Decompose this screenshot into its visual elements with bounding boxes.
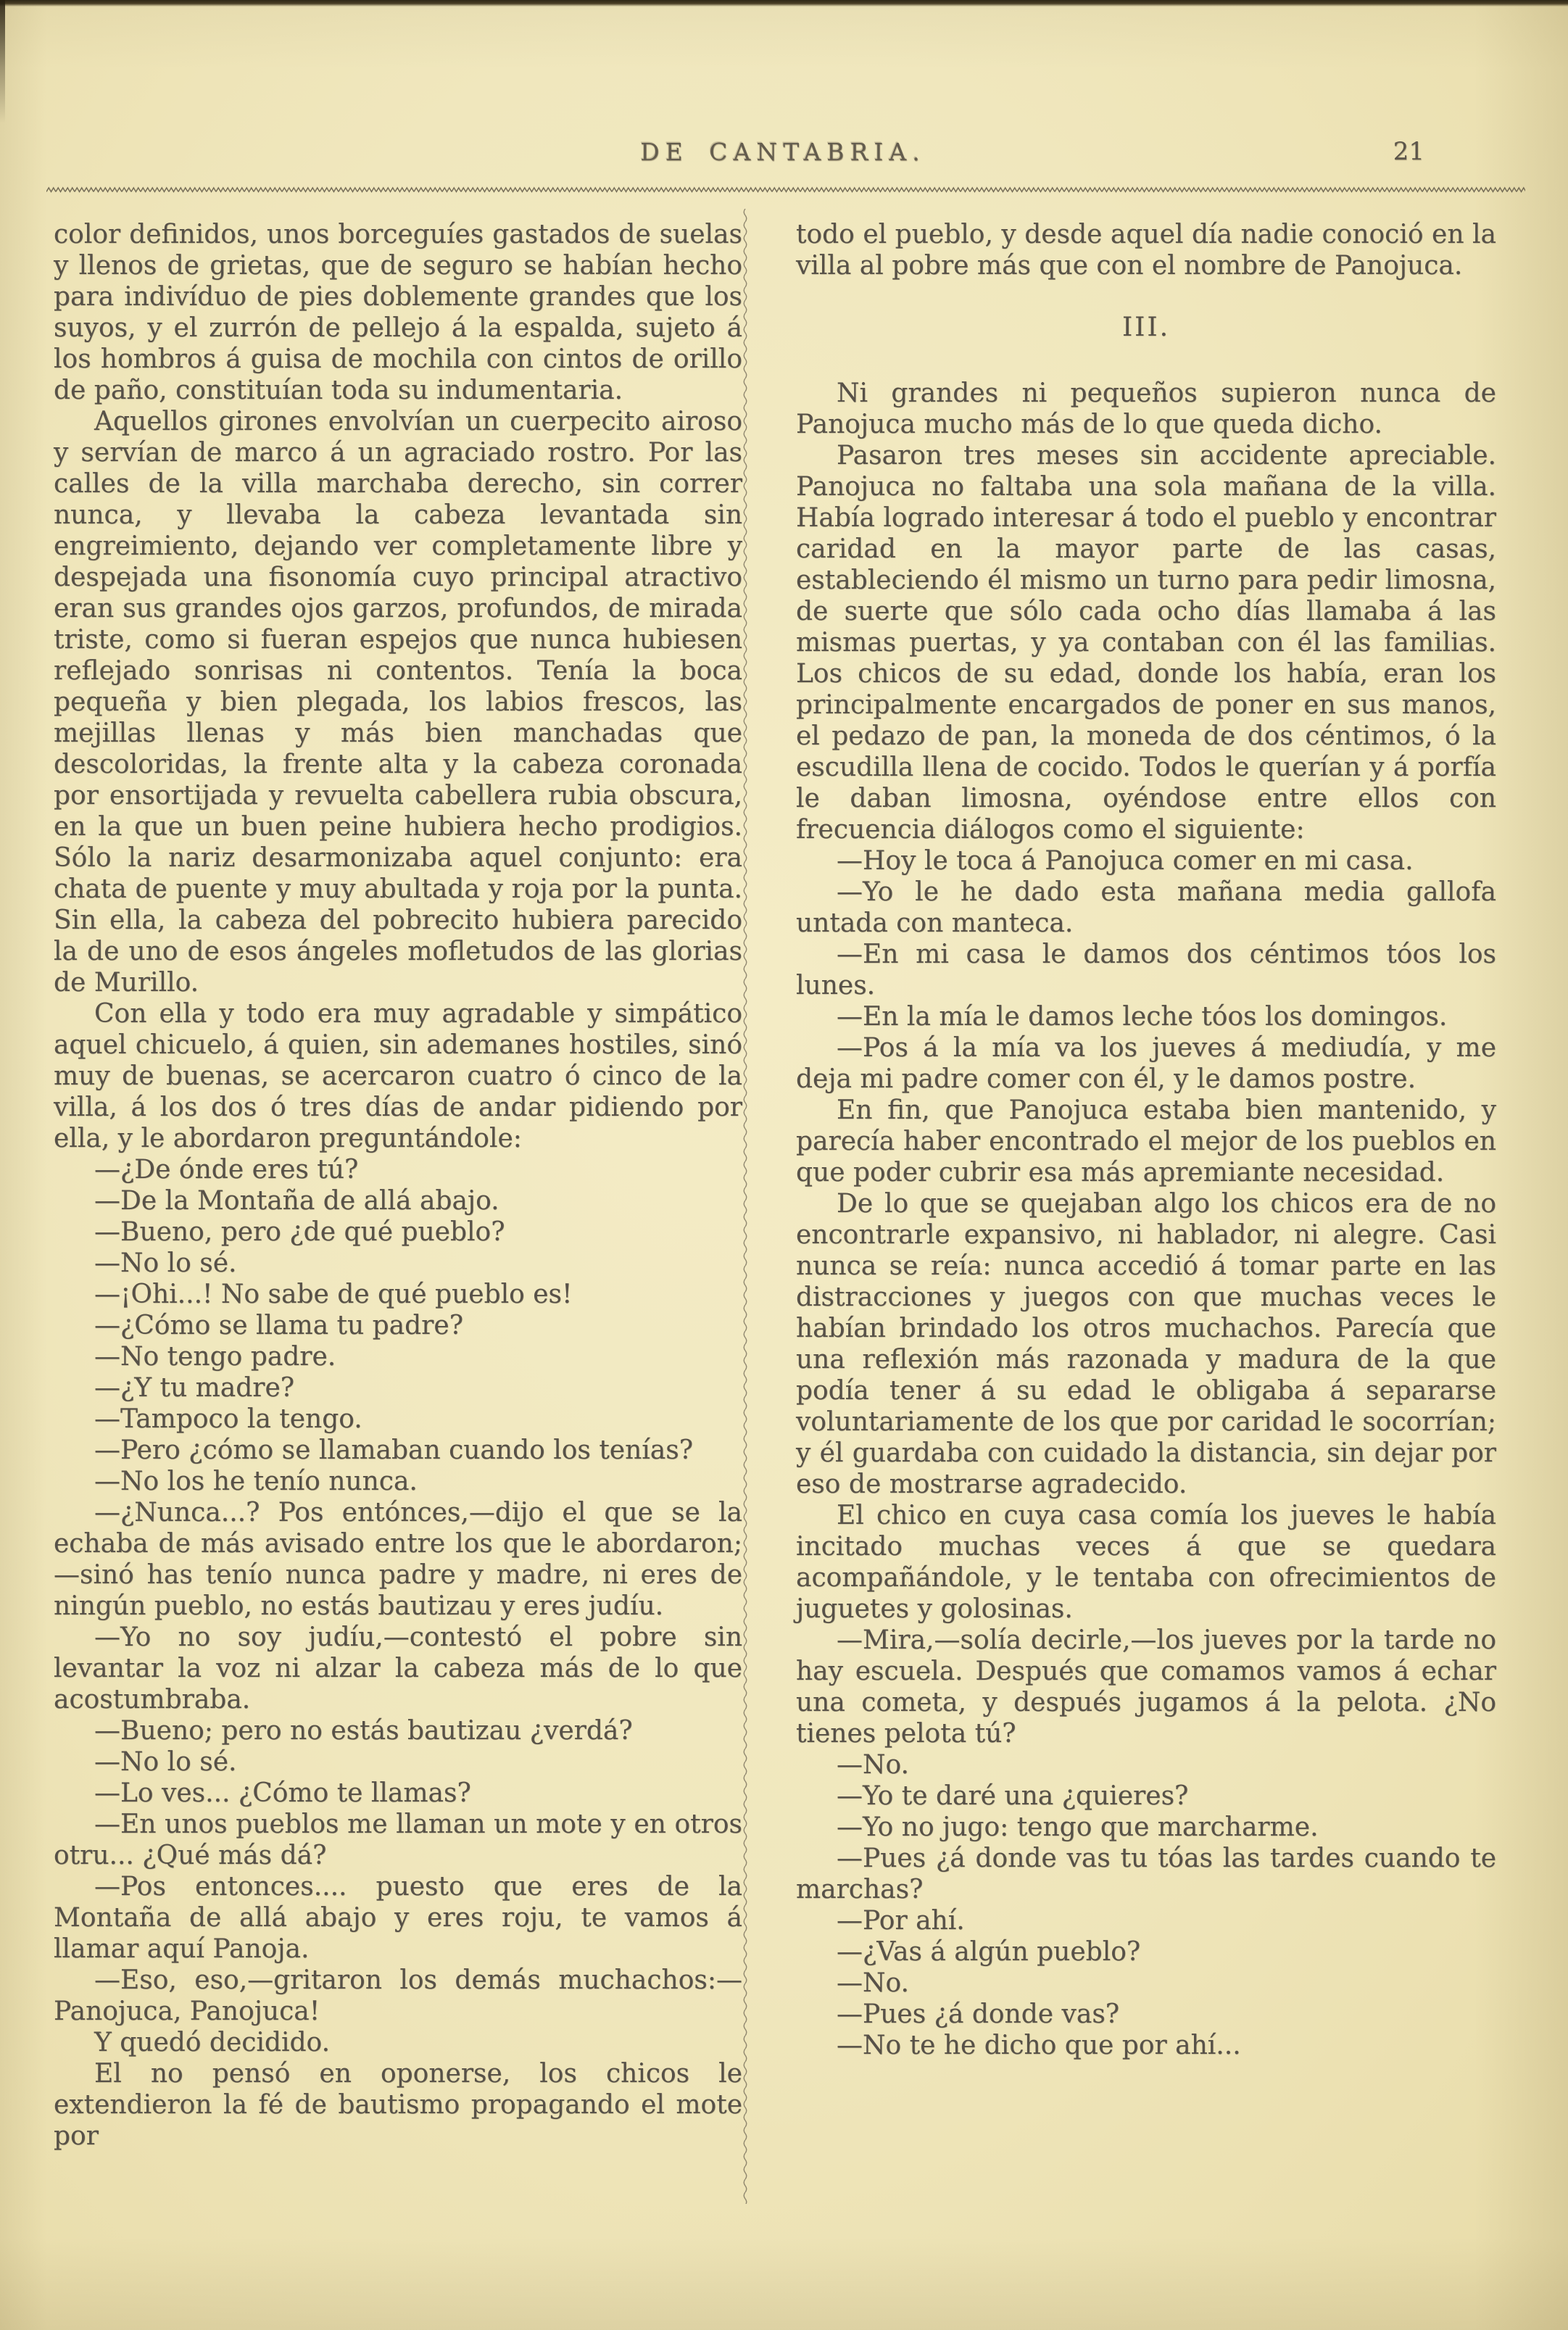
paragraph: De lo que se quejaban algo los chicos era de no encontrarle expansivo, ni hablador, ni alegre. Casi nunca se reía: nunca accedió á tomar parte en las distracciones y juegos con que muchas veces le habían brindado los otros muchachos. Parecía que una reflexión más razonada y madura de la que podía tener á su edad le obligaba á separarse voluntariamente de los que por caridad le socorrían; y él guardaba con cuidado la distancia, sin dejar por eso de mostrarse agradecido. [796,1189,1496,1499]
dialogue-line: —Pues ¿á donde vas tu tóas las tardes cuando te marchas? [796,1844,1496,1904]
paragraph: color definidos, unos borceguíes gastados de suelas y llenos de grietas, que de seguro se habían hecho para indivíduo de pies doblemente grandes que los suyos, y el zurrón de pellejo á la espalda, sujeto á los hombros á guisa de mochila con cintos de orillo de paño, constituían toda su indumentaria. [54,220,742,405]
paragraph: Ni grandes ni pequeños supieron nunca de Panojuca mucho más de lo que queda dicho. [796,378,1496,439]
dialogue-line: —Yo te daré una ¿quieres? [837,1781,1189,1811]
dialogue-line: —¿Y tu madre? [94,1373,295,1403]
dialogue-line: —No. [837,1750,909,1780]
dialogue-line: —Bueno, pero ¿de qué pueblo? [94,1217,505,1247]
dialogue-line: —No los he tenío nunca. [94,1467,418,1496]
left-column [54,219,742,2152]
dialogue-line: —¿Nunca...? Pos entónces,—dijo el que se la echaba de más avisado entre los que le abordaron;—sinó has tenío nunca padre y madre, ni eres de ningún pueblo, no estás bautizau y eres judíu. [54,1498,742,1621]
dialogue-line: —En mi casa le damos dos céntimos tóos los lunes. [796,940,1496,1000]
section-heading: III. [1121,312,1171,342]
dialogue-line: —No. [837,1968,909,1998]
paragraph: En fin, que Panojuca estaba bien mantenido, y parecía haber encontrado el mejor de los pueblos en que poder cubrir esa más apremiante necesidad. [796,1095,1496,1187]
paragraph: Con ella y todo era muy agradable y simpático aquel chicuelo, á quien, sin ademanes hostiles, sinó muy de buenas, se acercaron cuatro ó cinco de la villa, á los dos ó tres días de andar pidiendo por ella, y le abordaron preguntándole: [54,999,742,1153]
dialogue-line: —No tengo padre. [94,1342,336,1372]
dialogue-line: —Pos á la mía va los jueves á mediudía, y me deja mi padre comer con él, y le damos postre. [796,1033,1496,1094]
dialogue-line: —De la Montaña de allá abajo. [94,1186,499,1216]
dialogue-line: —No te he dicho que por ahí... [837,2031,1241,2060]
dialogue-line: —¡Ohi...! No sabe de qué pueblo es! [94,1280,573,1309]
dialogue-line: —Yo no soy judíu,—contestó el pobre sin levantar la voz ni alzar la cabeza más de lo que acostumbraba. [54,1622,742,1715]
dialogue-line: —¿Vas á algún pueblo? [837,1937,1141,1967]
page-number: 21 [1393,137,1424,166]
paragraph: El no pensó en oponerse, los chicos le extendieron la fé de bautismo propagando el mote por [54,2059,742,2151]
dialogue-line: —No lo sé. [94,1747,237,1777]
paragraph: todo el pueblo, y desde aquel día nadie conoció en la villa al pobre más que con el nombre de Panojuca. [796,220,1496,281]
paper-edge-top [0,0,1568,7]
paragraph: El chico en cuya casa comía los jueves le había incitado muchas veces á que se quedara acompañándole, y le tentaba con ofrecimientos de juguetes y golosinas. [796,1501,1496,1624]
dialogue-line: —Yo no jugo: tengo que marcharme. [837,1812,1319,1842]
dialogue-line: —Pos entonces.... puesto que eres de la Montaña de allá abajo y eres roju, te vamos á llamar aquí Panoja. [54,1872,742,1964]
dialogue-line: —Mira,—solía decirle,—los jueves por la tarde no hay escuela. Después que comamos vamos á echar una cometa, y después jugamos á la pelota. ¿No tienes pelota tú? [796,1625,1496,1749]
dialogue-line: —¿Cómo se llama tu padre? [94,1311,463,1340]
dialogue-line: —Pero ¿cómo se llamaban cuando los tenías? [94,1435,694,1465]
paragraph: Pasaron tres meses sin accidente apreciable. Panojuca no faltaba una sola mañana de la villa. Había logrado interesar á todo el pueblo y encontrar caridad en la mayor parte de las casas, estableciendo él mismo un turno para pedir limosna, de suerte que sólo cada ocho días llamaba á las mismas puertas, y ya contaban con él las familias. Los chicos de su edad, donde los había, eran los principalmente encargados de poner en sus manos, el pedazo de pan, la moneda de dos céntimos, ó la escudilla llena de cocido. Todos le querían y á porfía le daban limosna, oyéndose entre ellos con frecuencia diálogos como el siguiente: [796,441,1496,845]
dialogue-line: —Por ahí. [837,1906,965,1936]
running-title: DE CANTABRIA. [640,138,926,166]
dialogue-line: —Lo ves... ¿Cómo te llamas? [94,1778,471,1808]
dialogue-line: —No lo sé. [94,1248,237,1278]
dialogue-line: —Bueno; pero no estás bautizau ¿verdá? [94,1716,633,1746]
dialogue-line: —Hoy le toca á Panojuca comer en mi casa. [837,846,1414,876]
right-column [796,219,1496,2061]
dialogue-line: —En unos pueblos me llaman un mote y en otros otru... ¿Qué más dá? [54,1809,742,1870]
dialogue-line: —¿De ónde eres tú? [94,1155,359,1185]
dialogue-line: —Pues ¿á donde vas? [837,1999,1120,2029]
dialogue-line: —Tampoco la tengo. [94,1404,362,1434]
dialogue-line: —En la mía le damos leche tóos los domingos. [837,1002,1448,1032]
paragraph: Y quedó decidido. [94,2028,331,2057]
dialogue-line: —Eso, eso,—gritaron los demás muchachos:—Panojuca, Panojuca! [54,1965,742,2026]
paragraph: Aquellos girones envolvían un cuerpecito airoso y servían de marco á un agraciado rostro. Por las calles de la villa marchaba derecho, sin correr nunca, y llevaba la cabeza levantada sin engreimiento, dejando ver completamente libre y despejada una fisonomía cuyo principal atractivo eran sus grandes ojos garzos, profundos, de mirada triste, como si fueran espejos que nunca hubiesen reflejado sonrisas ni contentos. Tenía la boca pequeña y bien plegada, los labios frescos, las mejillas llenas y más bien manchadas que descoloridas, la frente alta y la cabeza coronada por ensortijada y revuelta cabellera rubia obscura, en la que un buen peine hubiera hecho prodigios. Sólo la nariz desarmonizaba aquel conjunto: era chata de puente y muy abultada y roja por la punta. Sin ella, la cabeza del pobrecito hubiera parecido la de uno de esos ángeles mofletudos de las glorias de Murillo. [54,407,742,998]
paper-edge-left [0,0,5,123]
dialogue-line: —Yo le he dado esta mañana media gallofa untada con manteca. [796,877,1496,938]
header-rule-wavy-line [46,185,1525,195]
